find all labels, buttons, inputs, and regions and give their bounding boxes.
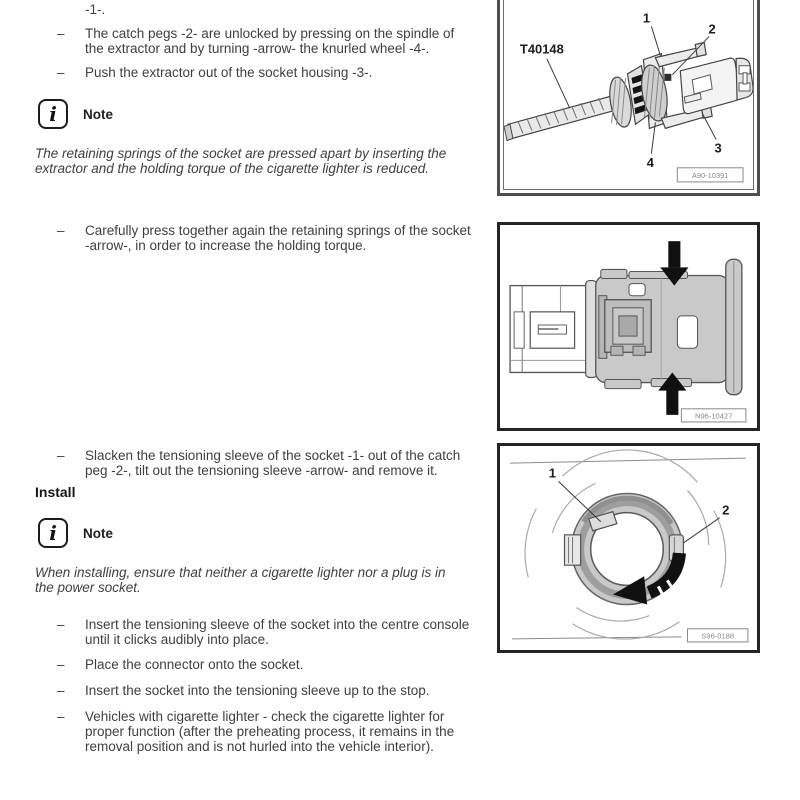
bullet-dash: – [57,683,65,698]
list-item-text: Slacken the tensioning sleeve of the socket -1- out of the catch peg -2-, tilt out the tensioning sleeve -arrow- and remove it. [85,448,461,478]
info-icon: i [38,518,68,548]
figure-code: A90-10391 [691,170,729,180]
continuation-line: -1-. [85,2,106,17]
callout-1: 1 [548,465,557,481]
list-item-text: The catch pegs -2- are unlocked by pressing on the spindle of the extractor and by turning -arrow- the knurled wheel -4-. [85,26,455,56]
callout-4: 4 [646,154,655,170]
list-item-text: Insert the socket into the tensioning sleeve up to the stop. [85,683,430,698]
figure-code: N96-10427 [695,411,733,421]
callout-2: 2 [722,502,730,518]
bullet-dash: – [57,709,65,724]
bullet-dash: – [57,223,65,238]
bullet-dash: – [57,657,65,672]
note-label: Note [83,106,113,122]
extractor-tool-drawing [504,0,753,189]
note-header [38,518,113,548]
list-item [57,617,471,647]
list-item-text: Carefully press together again the retaining springs of the socket -arrow-, in order to increase the holding torque. [85,223,471,253]
list-item [57,657,471,672]
list-item [57,65,471,80]
figure-tensioning-sleeve [497,443,760,653]
list-item [57,26,471,56]
list-item [57,448,471,478]
bullet-dash: – [57,65,65,80]
callout-1: 1 [642,10,651,26]
figure-socket-springs [497,222,760,431]
callout-3: 3 [714,140,722,156]
bullet-dash: – [57,26,65,41]
note-label: Note [83,525,113,541]
tool-number-label: T40148 [519,41,564,57]
note-text: The retaining springs of the socket are pressed apart by inserting the extractor and the holding torque of the cigarette lighter is reduced. [35,146,447,176]
figure-frame [503,0,754,190]
info-icon: i [38,99,68,129]
list-item [57,223,471,253]
bullet-dash: – [57,617,65,632]
note-header [38,99,113,129]
list-item-text: Insert the tensioning sleeve of the socket into the centre console until it clicks audibly into place. [85,617,470,647]
socket-drawing [500,225,757,428]
bullet-dash: – [57,448,65,463]
list-item [57,709,471,754]
list-item-text: Vehicles with cigarette lighter - check the cigarette lighter for proper function (after the preheating process, it remains in the removal position and is not hurled into the vehicle interior). [85,709,455,754]
note-text: When installing, ensure that neither a cigarette lighter nor a plug is in the power socket. [35,565,446,595]
figure-code: S96-0188 [701,631,735,641]
figure-extractor-tool [497,0,760,196]
list-item-text: Push the extractor out of the socket housing -3-. [85,65,373,80]
list-item [57,683,471,698]
tensioning-sleeve-drawing [500,446,757,650]
callout-2: 2 [708,21,716,37]
list-item-text: Place the connector onto the socket. [85,657,304,672]
section-heading-install: Install [35,484,76,500]
